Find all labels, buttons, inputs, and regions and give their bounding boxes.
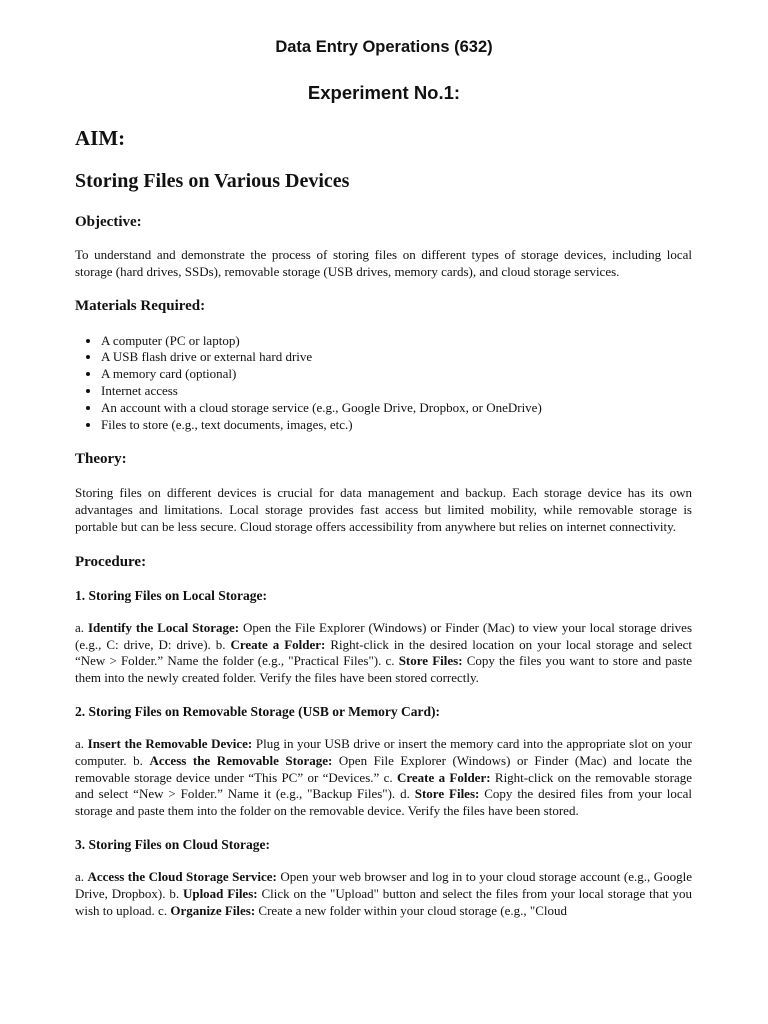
step-label: Access the Cloud Storage Service: xyxy=(87,868,277,884)
step-text: Copy the files you want to store and paste them into the newly created folder. Verify the files have been stored correctly. xyxy=(75,653,692,686)
step-text: Right-click in the desired location on your local storage and select “New > Folder.” Name the folder (e.g., "Practical Files"). c. xyxy=(75,636,692,669)
step-text: Plug in your USB drive or insert the memory card into the appropriate slot on your computer. b. xyxy=(75,735,692,768)
aim-label: AIM: xyxy=(75,126,126,150)
materials-list xyxy=(75,333,692,434)
list-item: • Internet access xyxy=(101,383,692,400)
objective-heading: Objective: xyxy=(75,214,142,230)
section-text xyxy=(75,869,692,919)
section-text xyxy=(75,620,692,687)
step-text: a. xyxy=(75,619,88,635)
section-text xyxy=(75,736,692,820)
section-heading: 3. Storing Files on Cloud Storage: xyxy=(75,836,271,852)
step-label: Upload Files: xyxy=(182,885,258,901)
step-text: Create a new folder within your cloud storage (e.g., "Cloud xyxy=(255,902,567,918)
step-label: Organize Files: xyxy=(170,902,256,918)
step-label: Create a Folder: xyxy=(396,769,491,785)
experiment-name: Storing Files on Various Devices xyxy=(75,170,350,192)
step-text: a. xyxy=(75,868,88,884)
step-label: Access the Removable Storage: xyxy=(149,752,333,768)
step-text: a. xyxy=(75,735,88,751)
step-text: Open File Explorer (Windows) or Finder (Mac) and locate the removable storage device under “This PC” or “Devices.” c. xyxy=(75,752,692,785)
step-label: Create a Folder: xyxy=(230,636,326,652)
experiment-title: Experiment No.1: xyxy=(307,82,461,103)
document-body xyxy=(75,126,692,919)
step-label: Identify the Local Storage: xyxy=(87,619,240,635)
step-text: Right-click on the removable storage and select “New > Folder.” Name it (e.g., "Backup Files"). d. xyxy=(75,769,692,802)
list-item: • Files to store (e.g., text documents, images, etc.) xyxy=(101,417,692,434)
step-text: Click on the "Upload" button and select the files from your local storage that you wish to upload. c. xyxy=(75,885,692,918)
materials-heading: Materials Required: xyxy=(75,297,206,314)
step-label: Insert the Removable Device: xyxy=(87,735,253,751)
objective-text: To understand and demonstrate the process of storing files on different types of storage devices, including local storage (hard drives, SSDs), removable storage (USB drives, memory cards), and cloud storage services. xyxy=(75,247,692,279)
procedure-heading: Procedure: xyxy=(75,553,147,570)
document-header: Data Entry Operations (632) xyxy=(275,38,493,56)
section-heading: 2. Storing Files on Removable Storage (USB or Memory Card): xyxy=(75,703,440,719)
step-text: Open your web browser and log in to your cloud storage account (e.g., Google Drive, Dropbox). b. xyxy=(75,868,692,901)
step-label: Store Files: xyxy=(398,653,463,669)
step-text: Copy the desired files from your local storage and paste them into the folder on the removable device. Verify the files have been stored. xyxy=(75,786,693,819)
list-item: • An account with a cloud storage service (e.g., Google Drive, Dropbox, or OneDrive) xyxy=(101,400,692,417)
theory-heading: Theory: xyxy=(75,451,127,468)
step-text: Open the File Explorer (Windows) or Finder (Mac) to view your local storage drives (e.g., C: drive, D: drive). b. xyxy=(75,619,692,652)
list-item: • A USB flash drive or external hard drive xyxy=(101,349,692,366)
theory-text: Storing files on different devices is crucial for data management and backup. Each storage device has its own advantages and limitations. Local storage provides fast access but limited mobility, while removable storage is portable but can be less secure. Cloud storage offers accessibility from anywhere but relies on internet connectivity. xyxy=(75,485,692,534)
section-heading: 1. Storing Files on Local Storage: xyxy=(75,587,267,603)
step-label: Store Files: xyxy=(414,786,480,802)
list-item: • A computer (PC or laptop) xyxy=(101,333,692,350)
list-item: • A memory card (optional) xyxy=(101,366,692,383)
